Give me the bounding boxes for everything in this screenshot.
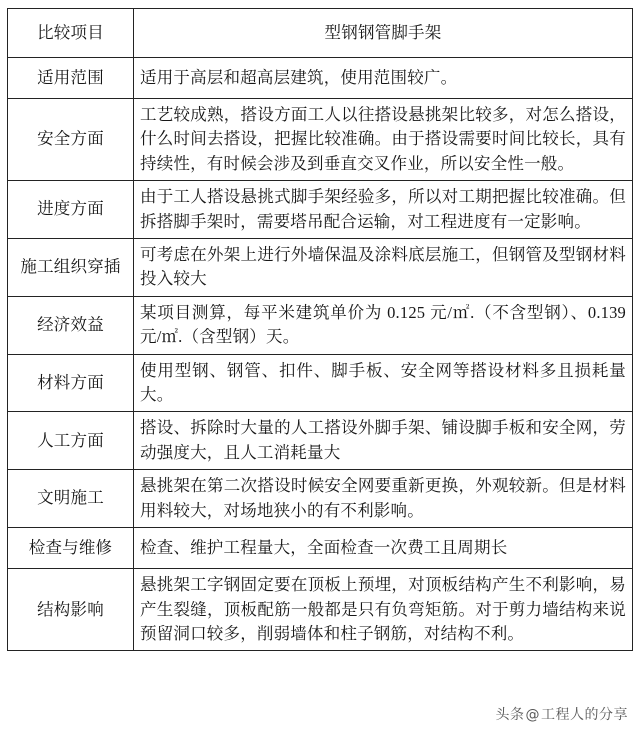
table-row [8,181,633,239]
watermark-at-symbol: @ [525,707,540,723]
row-text: 可考虑在外架上进行外墙保温及涂料底层施工，但钢管及型钢材料投入较大 [134,239,633,297]
row-text: 工艺较成熟，搭设方面工人以往搭设悬挑架比较多，对怎么搭设，什么时间去搭设，把握比较准确。由于搭设需要时间比较长，具有持续性，有时候会涉及到垂直交叉作业，所以安全性一般。 [134,99,633,181]
table-body [8,9,633,651]
row-label: 适用范围 [8,58,134,99]
table-row [8,58,633,99]
header-value-column: 型钢钢管脚手架 [134,9,633,58]
table-row [8,470,633,528]
row-text: 搭设、拆除时大量的人工搭设外脚手架、铺设脚手板和安全网，劳动强度大，且人工消耗量大 [134,412,633,470]
table-row [8,296,633,354]
row-text: 使用型钢、钢管、扣件、脚手板、安全网等搭设材料多且损耗量大。 [134,354,633,412]
watermark-account: 工程人的分享 [541,707,628,723]
row-label: 文明施工 [8,470,134,528]
table-row [8,354,633,412]
table-row [8,528,633,569]
watermark [496,704,629,724]
row-text: 适用于高层和超高层建筑，使用范围较广。 [134,58,633,99]
table-row [8,99,633,181]
table-row [8,412,633,470]
row-label: 进度方面 [8,181,134,239]
row-text: 某项目测算，每平米建筑单价为 0.125 元/㎡.（不含型钢）、0.139 元/㎡.（含型钢）天。 [134,296,633,354]
row-label: 材料方面 [8,354,134,412]
watermark-platform: 头条 [495,707,525,723]
row-text: 悬挑架在第二次搭设时候安全网要重新更换，外观较新。但是材料用料较大，对场地狭小的有不利影响。 [134,470,633,528]
row-label: 经济效益 [8,296,134,354]
header-label-column: 比较项目 [8,9,134,58]
row-label: 结构影响 [8,569,134,651]
row-text: 检查、维护工程量大，全面检查一次费工且周期长 [134,528,633,569]
row-label: 安全方面 [8,99,134,181]
row-text: 悬挑架工字钢固定要在顶板上预埋，对顶板结构产生不利影响，易产生裂缝，顶板配筋一般都是只有负弯矩筋。对于剪力墙结构来说预留洞口较多，削弱墙体和柱子钢筋，对结构不利。 [134,569,633,651]
row-label: 施工组织穿插 [8,239,134,297]
comparison-table [7,8,633,651]
table-row [8,569,633,651]
row-label: 检查与维修 [8,528,134,569]
row-label: 人工方面 [8,412,134,470]
row-text: 由于工人搭设悬挑式脚手架经验多，所以对工期把握比较准确。但拆搭脚手架时，需要塔吊配合运输，对工程进度有一定影响。 [134,181,633,239]
table-row [8,239,633,297]
table-header-row [8,9,633,58]
